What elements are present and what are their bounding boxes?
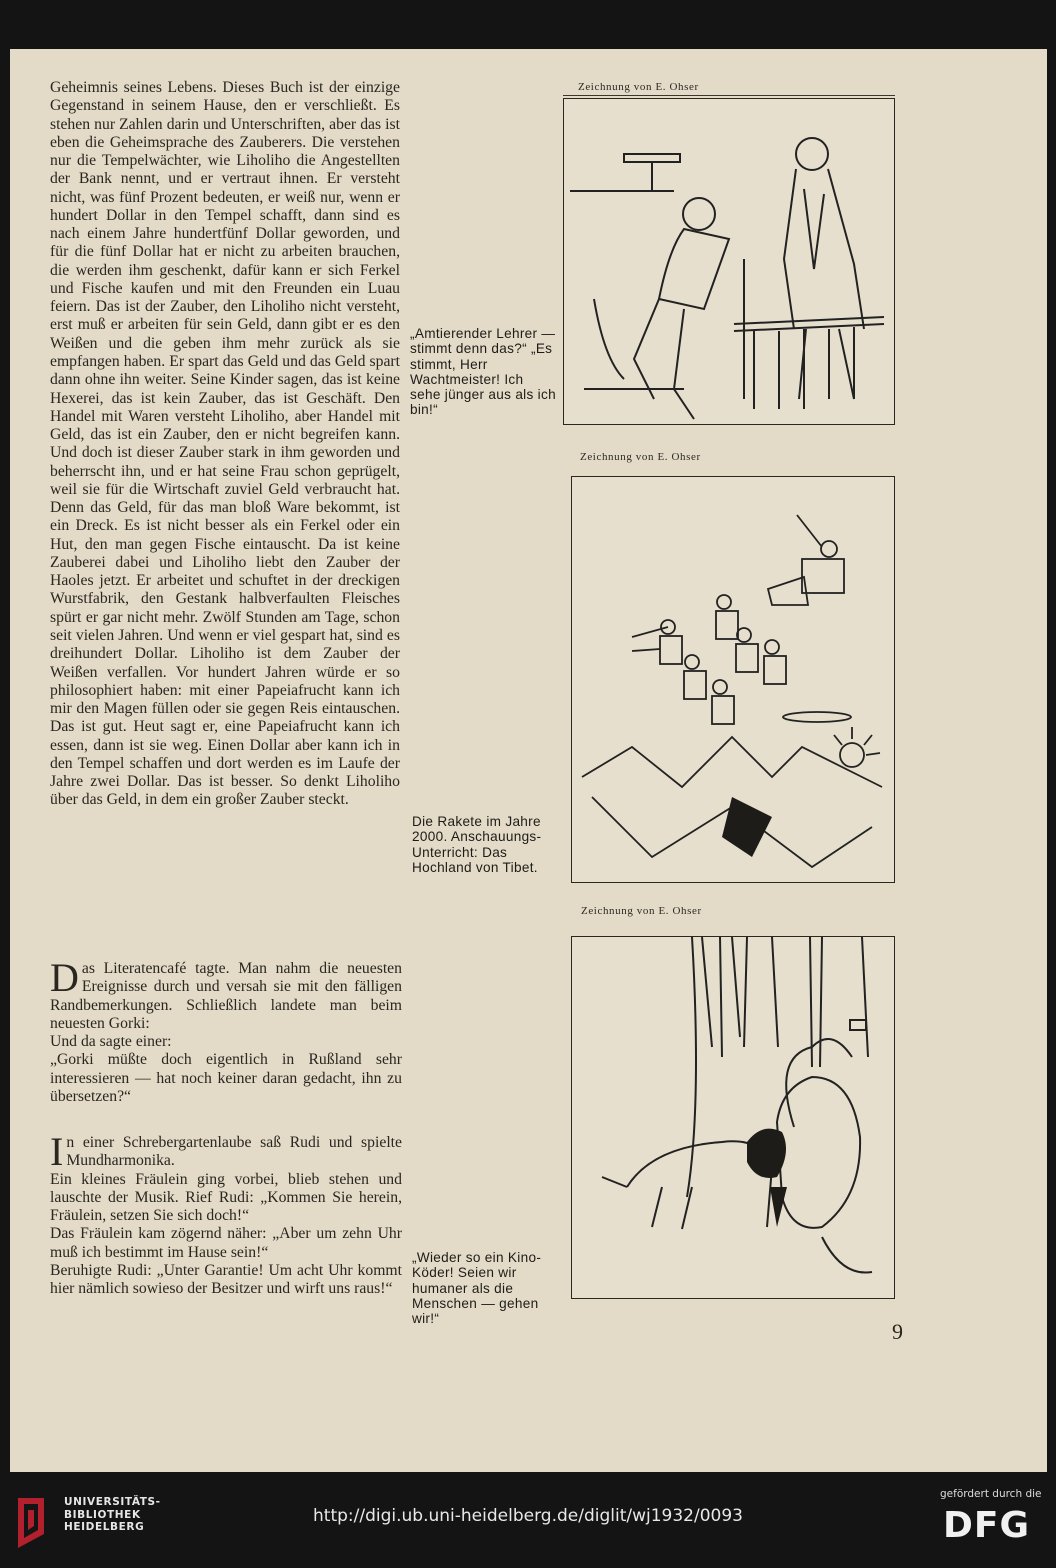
page-number: 9 <box>892 1319 903 1344</box>
cartoon-3-credit: Zeichnung von E. Ohser <box>581 905 702 917</box>
anecdote-line: Und da sagte einer: <box>50 1033 172 1051</box>
cartoon-2-illustration <box>571 476 895 883</box>
cartoon-2-caption: Die Rakete im Jahre 2000. Anschauungs-Unterricht: Das Hochland von Tibet. <box>412 814 542 875</box>
logo-line: HEIDELBERG <box>64 1521 145 1533</box>
anecdote-text: as Literatencafé tagte. Man nahm die neuesten Ereignisse durch und versah sie mit den fälligen Randbemerkungen. Schließlich landete man beim neuesten Gorki: <box>50 960 402 1032</box>
scanned-page <box>10 49 1047 1472</box>
anecdote-text: n einer Schrebergartenlaube saß Rudi und spielte Mundharmonika. <box>66 1134 402 1170</box>
story-text: Geheimnis seines Lebens. Dieses Buch ist der einzige Gegenstand in seinem Hause, den er verschließt. Es stehen nur Zahlen darin und Unterschriften, aber das ist eben die Geheimsprache des Zauberers. Die verstehen nur die Tempelwächter, wie Liholiho die Angestellten der Bank nennt, und er vertraut ihnen. Er versteht nicht, was fünf Prozent bedeuten, er weiß nur, wenn er hundert Dollar in den Tempel schafft, dann sind es nach einem Jahre hundertfünf Dollar geworden, und für die fünf Dollar hat er nicht zu arbeiten brauchen, die werden ihm geschenkt, dafür kann er sich Ferkel und Fische kaufen und mit den Freunden ein Luau feiern. Das ist der Zauber, den Liholiho nicht versteht, erst muß er arbeiten für sein Geld, dann gibt er es den Weißen und die geben ihm mehr zurück als sie empfangen haben. Er spart das Geld und das Geld spart dann ohne ihn weiter. Seine Kinder sagen, das ist keine Hexerei, das ist kein Zauber, das ist Geschäft. Den Handel mit Waren versteht Liholiho, aber Handel mit Geld, das ist ein Zauber, den er nicht begreifen kann. Und doch ist dieser Zauber stark in ihm geworden und beherrscht ihn, und er hat seine Frau schon geprügelt, weil sie für die Wirtschaft zuviel Geld verbraucht hat. Denn das Geld, für das man bloß Ware bekommt, ist ein Dreck. Es ist nicht besser als ein Ferkel oder ein Hut, den man gegen Fische eintauscht. Da ist keine Zauberei dabei und Liholiho liebt den Zauber der Haoles jetzt. Er arbeitet und schuftet in der dreckigen Wurstfabrik, den Gestank halbverfaulten Fleisches spürt er gar nicht mehr. Zwölf Stunden am Tage, schon seit vielen Jahren. Und wenn er viel gespart hat, sind es dreihundert Dollar. Liholiho ist dem Zauber der Weißen verfallen. Vor hundert Jahren würde er so philosophiert haben: mit einer Papeiafrucht kann ich mir den Magen füllen oder sie gegen Reis eintauschen. Das ist gut. Heut sagt er, eine Papeiafrucht kann ich essen, dann ist sie weg. Einen Dollar aber kann ich in den Tempel schaffen und dort werden es im Laufe der Jahre zwei Dollar. Das ist besser. So denkt Liholiho über das Geld, in dem ein großer Zauber steckt. <box>50 79 400 809</box>
credit-rule <box>563 95 895 96</box>
drop-initial: I <box>50 1129 64 1174</box>
funding-note: gefördert durch die <box>940 1488 1042 1500</box>
anecdote-schrebergarten <box>50 1129 402 1299</box>
logo-line: UNIVERSITÄTS- <box>64 1496 161 1508</box>
anecdote-paragraph: Beruhigte Rudi: „Unter Garantie! Um acht Uhr kommt hier nämlich sowieso der Besitzer und wirft uns raus!“ <box>50 1262 402 1298</box>
anecdote-paragraph: Das Fräulein kam zögernd näher: „Aber um zehn Uhr muß ich bestimmt im Hause sein!“ <box>50 1225 402 1261</box>
cartoon-3-illustration <box>571 936 895 1299</box>
viewer-footer <box>0 1480 1056 1568</box>
anecdote-quote: „Gorki müßte doch eigentlich in Rußland sehr interessieren — hat noch keiner daran gedacht, ihn zu übersetzen?“ <box>50 1051 402 1106</box>
permalink-url[interactable]: http://digi.ub.uni-heidelberg.de/diglit/wj1932/0093 <box>313 1506 743 1526</box>
logo-line: BIBLIOTHEK <box>64 1508 141 1521</box>
cartoon-1-caption: „Amtierender Lehrer — stimmt denn das?“ „Es stimmt, Herr Wachtmeister! Ich sehe jünger aus als ich bin!“ <box>410 326 556 418</box>
cartoon-1-credit: Zeichnung von E. Ohser <box>578 81 699 93</box>
anecdote-literatencafe <box>50 955 402 1106</box>
cartoon-3-caption: „Wieder so ein Kino-Köder! Seien wir humaner als die Menschen — gehen wir!“ <box>412 1250 542 1327</box>
cartoon-1-illustration <box>563 98 895 425</box>
dfg-logo: DFG <box>943 1505 1031 1546</box>
drop-initial: D <box>50 955 79 1000</box>
anecdote-paragraph: Ein kleines Fräulein ging vorbei, blieb stehen und lauschte der Musik. Rief Rudi: „Kommen Sie herein, Fräulein, setzen Sie sich doch!“ <box>50 1170 402 1225</box>
cartoon-2-credit: Zeichnung von E. Ohser <box>580 451 701 463</box>
